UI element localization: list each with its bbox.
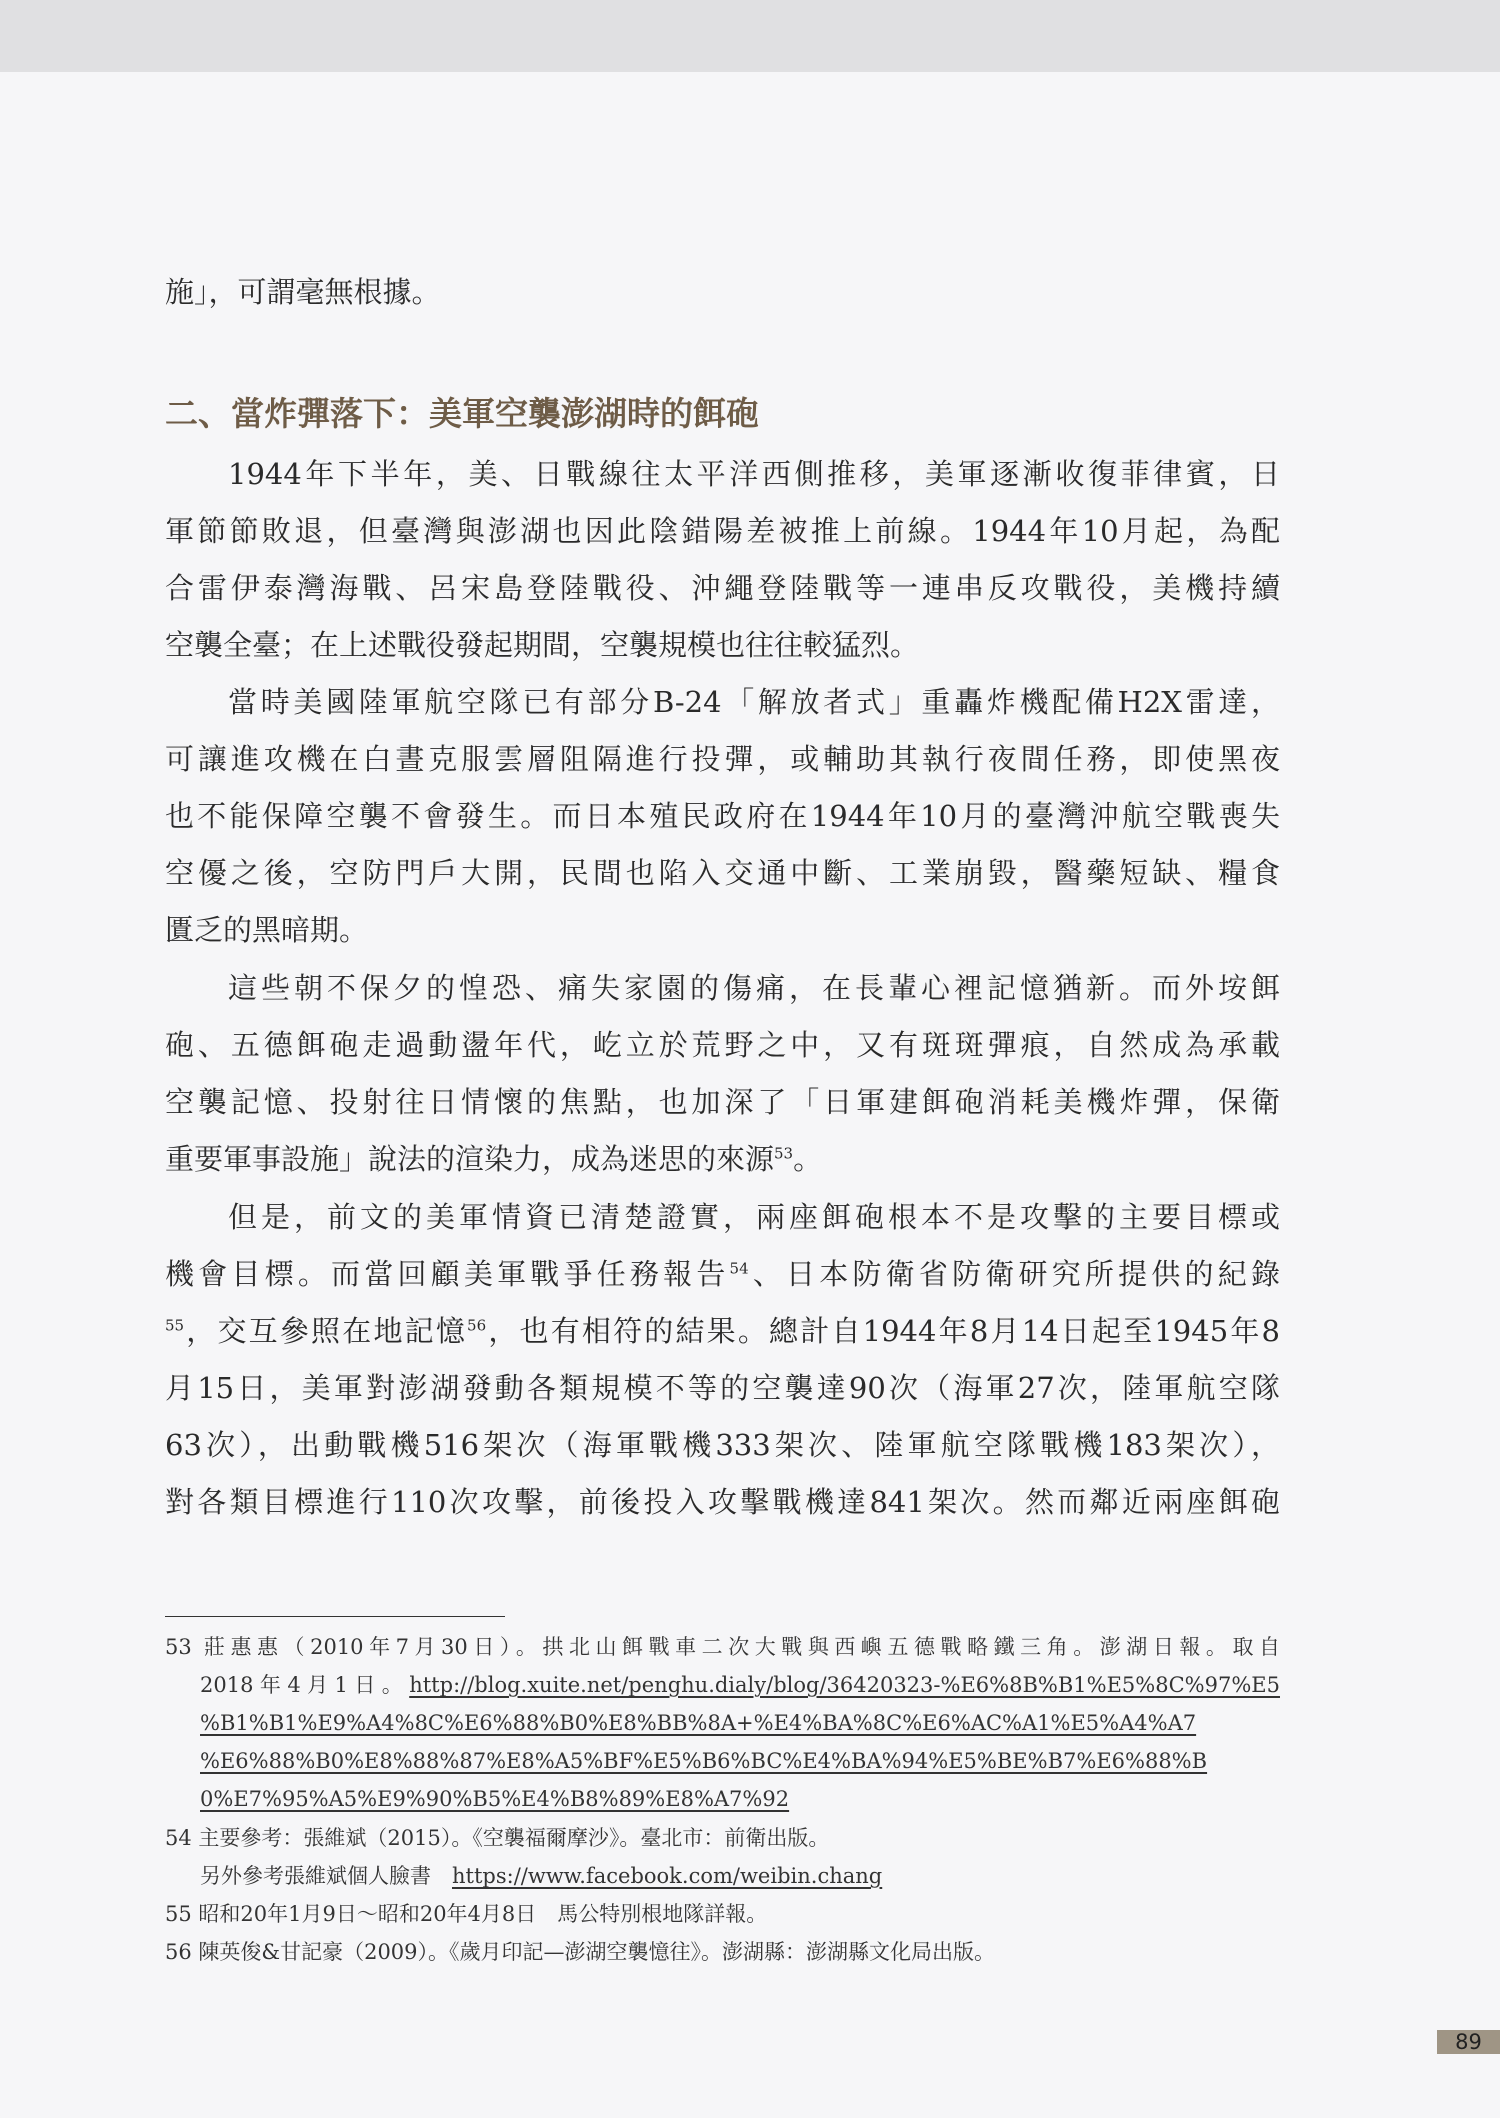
text-run: 月15日，美軍對澎湖發動各類規模不等的空襲達90次（海軍27次，陸軍航空隊 (165, 1371, 1280, 1405)
scan-top-margin (0, 0, 1500, 72)
text-run: 機會目標。而當回顧美軍戰爭任務報告 (165, 1257, 730, 1291)
footnote-line (200, 1746, 1280, 1776)
text-run: 施」，可謂毫無根據。 (165, 275, 441, 309)
footnote-line (165, 1937, 1280, 1967)
body-line (165, 1482, 1280, 1522)
page-number: 89 (1437, 2030, 1500, 2054)
body-line (165, 1082, 1280, 1122)
text-run: ，交互參照在地記憶 (184, 1314, 468, 1348)
body-line (228, 1197, 1280, 1237)
text-run: 軍節節敗退，但臺灣與澎湖也因此陰錯陽差被推上前線。1944年10月起，為配 (165, 514, 1280, 548)
body-line (165, 1368, 1280, 1408)
text-run: 也不能保障空襲不會發生。而日本殖民政府在1944年10月的臺灣沖航空戰喪失 (165, 799, 1280, 833)
body-line (165, 272, 1280, 312)
footnote-ref[interactable]: 53 (774, 1144, 794, 1163)
text-run: 1944年下半年，美、日戰線往太平洋西側推移，美軍逐漸收復菲律賓，日 (228, 457, 1280, 491)
text-run: 匱乏的黑暗期。 (165, 913, 369, 947)
body-line (165, 511, 1280, 551)
text-run: 空優之後，空防門戶大開，民間也陷入交通中斷、工業崩毀，醫藥短缺、糧食 (165, 856, 1280, 890)
footnote-line (200, 1670, 1280, 1700)
footnote-ref[interactable]: 54 (729, 1259, 749, 1278)
body-line (165, 1254, 1280, 1294)
url-link[interactable]: %B1%B1%E9%A4%8C%E6%88%B0%E8%BB%8A+%E4%BA%8C%E6%AC%A1%E5%A4%A7 (200, 1711, 1197, 1735)
body-line (165, 1025, 1280, 1065)
body-line (165, 1139, 1280, 1179)
footnote-divider (165, 1616, 505, 1617)
text-run: 63次），出動戰機516架次（海軍戰機333架次、陸軍航空隊戰機183架次）， (165, 1428, 1280, 1462)
footnote-line (165, 1823, 1280, 1853)
text-run: 對各類目標進行110次攻擊，前後投入攻擊戰機達841架次。然而鄰近兩座餌砲 (165, 1485, 1280, 1519)
body-line (165, 568, 1280, 608)
text-run: 合雷伊泰灣海戰、呂宋島登陸戰役、沖繩登陸戰等一連串反攻戰役，美機持續 (165, 571, 1280, 605)
text-run: 但是，前文的美軍情資已清楚證實，兩座餌砲根本不是攻擊的主要目標或 (228, 1200, 1280, 1234)
text-run: ，也有相符的結果。總計自1944年8月14日起至1945年8 (486, 1314, 1280, 1348)
body-line (228, 968, 1280, 1008)
url-link[interactable]: %E6%88%B0%E8%88%87%E8%A5%BF%E5%B6%BC%E4%BA%94%E5%BE%B7%E6%88%B (200, 1749, 1208, 1773)
body-line (165, 1425, 1280, 1465)
text-run: 空襲記憶、投射往日情懷的焦點，也加深了「日軍建餌砲消耗美機炸彈，保衛 (165, 1085, 1280, 1119)
body-line (165, 625, 1280, 665)
text-run: 。 (793, 1142, 823, 1176)
text-run: 2018年4月1日。 (200, 1673, 410, 1697)
text-run: 空襲全臺；在上述戰役發起期間，空襲規模也往往較猛烈。 (165, 628, 920, 662)
url-link[interactable]: https://www.facebook.com/weibin.chang (452, 1864, 883, 1888)
footnote-ref[interactable]: 55 (165, 1316, 185, 1335)
section-heading: 二、當炸彈落下：美軍空襲澎湖時的餌砲 (165, 394, 759, 433)
url-link[interactable]: http://blog.xuite.net/penghu.dialy/blog/36420323-%E6%8B%B1%E5%8C%97%E5 (409, 1673, 1280, 1697)
url-link[interactable]: 0%E7%95%A5%E9%90%B5%E4%B8%89%E8%A7%92 (200, 1787, 790, 1811)
body-line (165, 796, 1280, 836)
body-line (165, 910, 1280, 950)
footnote-line (200, 1708, 1280, 1738)
footnote-line (165, 1899, 1280, 1929)
body-line (165, 853, 1280, 893)
body-line (165, 1311, 1280, 1351)
text-run: 、日本防衛省防衛研究所提供的紀錄 (748, 1257, 1280, 1291)
text-run: 53 莊惠惠（2010年7月30日）。拱北山餌戰車二次大戰與西嶼五德戰略鐵三角。澎湖日報。取自 (165, 1635, 1280, 1659)
text-run: 56 陳英俊&甘記豪（2009）。《歲月印記—澎湖空襲憶往》。澎湖縣：澎湖縣文化局出版。 (165, 1940, 996, 1964)
text-run: 當時美國陸軍航空隊已有部分B-24「解放者式」重轟炸機配備H2X雷達， (228, 685, 1280, 719)
footnote-line (200, 1784, 1280, 1814)
footnote-ref[interactable]: 56 (467, 1316, 487, 1335)
text-run: 55 昭和20年1月9日～昭和20年4月8日 馬公特別根地隊詳報。 (165, 1902, 768, 1926)
footnote-line (200, 1861, 1280, 1891)
body-line (228, 454, 1280, 494)
text-run: 重要軍事設施」說法的渲染力，成為迷思的來源 (165, 1142, 775, 1176)
text-run: 砲、五德餌砲走過動盪年代，屹立於荒野之中，又有斑斑彈痕，自然成為承載 (165, 1028, 1280, 1062)
body-line (228, 682, 1280, 722)
text-run: 另外參考張維斌個人臉書 (200, 1864, 452, 1888)
body-line (165, 739, 1280, 779)
footnote-line (165, 1632, 1280, 1662)
text-run: 54 主要參考：張維斌（2015）。《空襲福爾摩沙》。臺北市：前衛出版。 (165, 1826, 830, 1850)
text-run: 可讓進攻機在白晝克服雲層阻隔進行投彈，或輔助其執行夜間任務，即使黑夜 (165, 742, 1280, 776)
text-run: 這些朝不保夕的惶恐、痛失家園的傷痛，在長輩心裡記憶猶新。而外垵餌 (228, 971, 1280, 1005)
